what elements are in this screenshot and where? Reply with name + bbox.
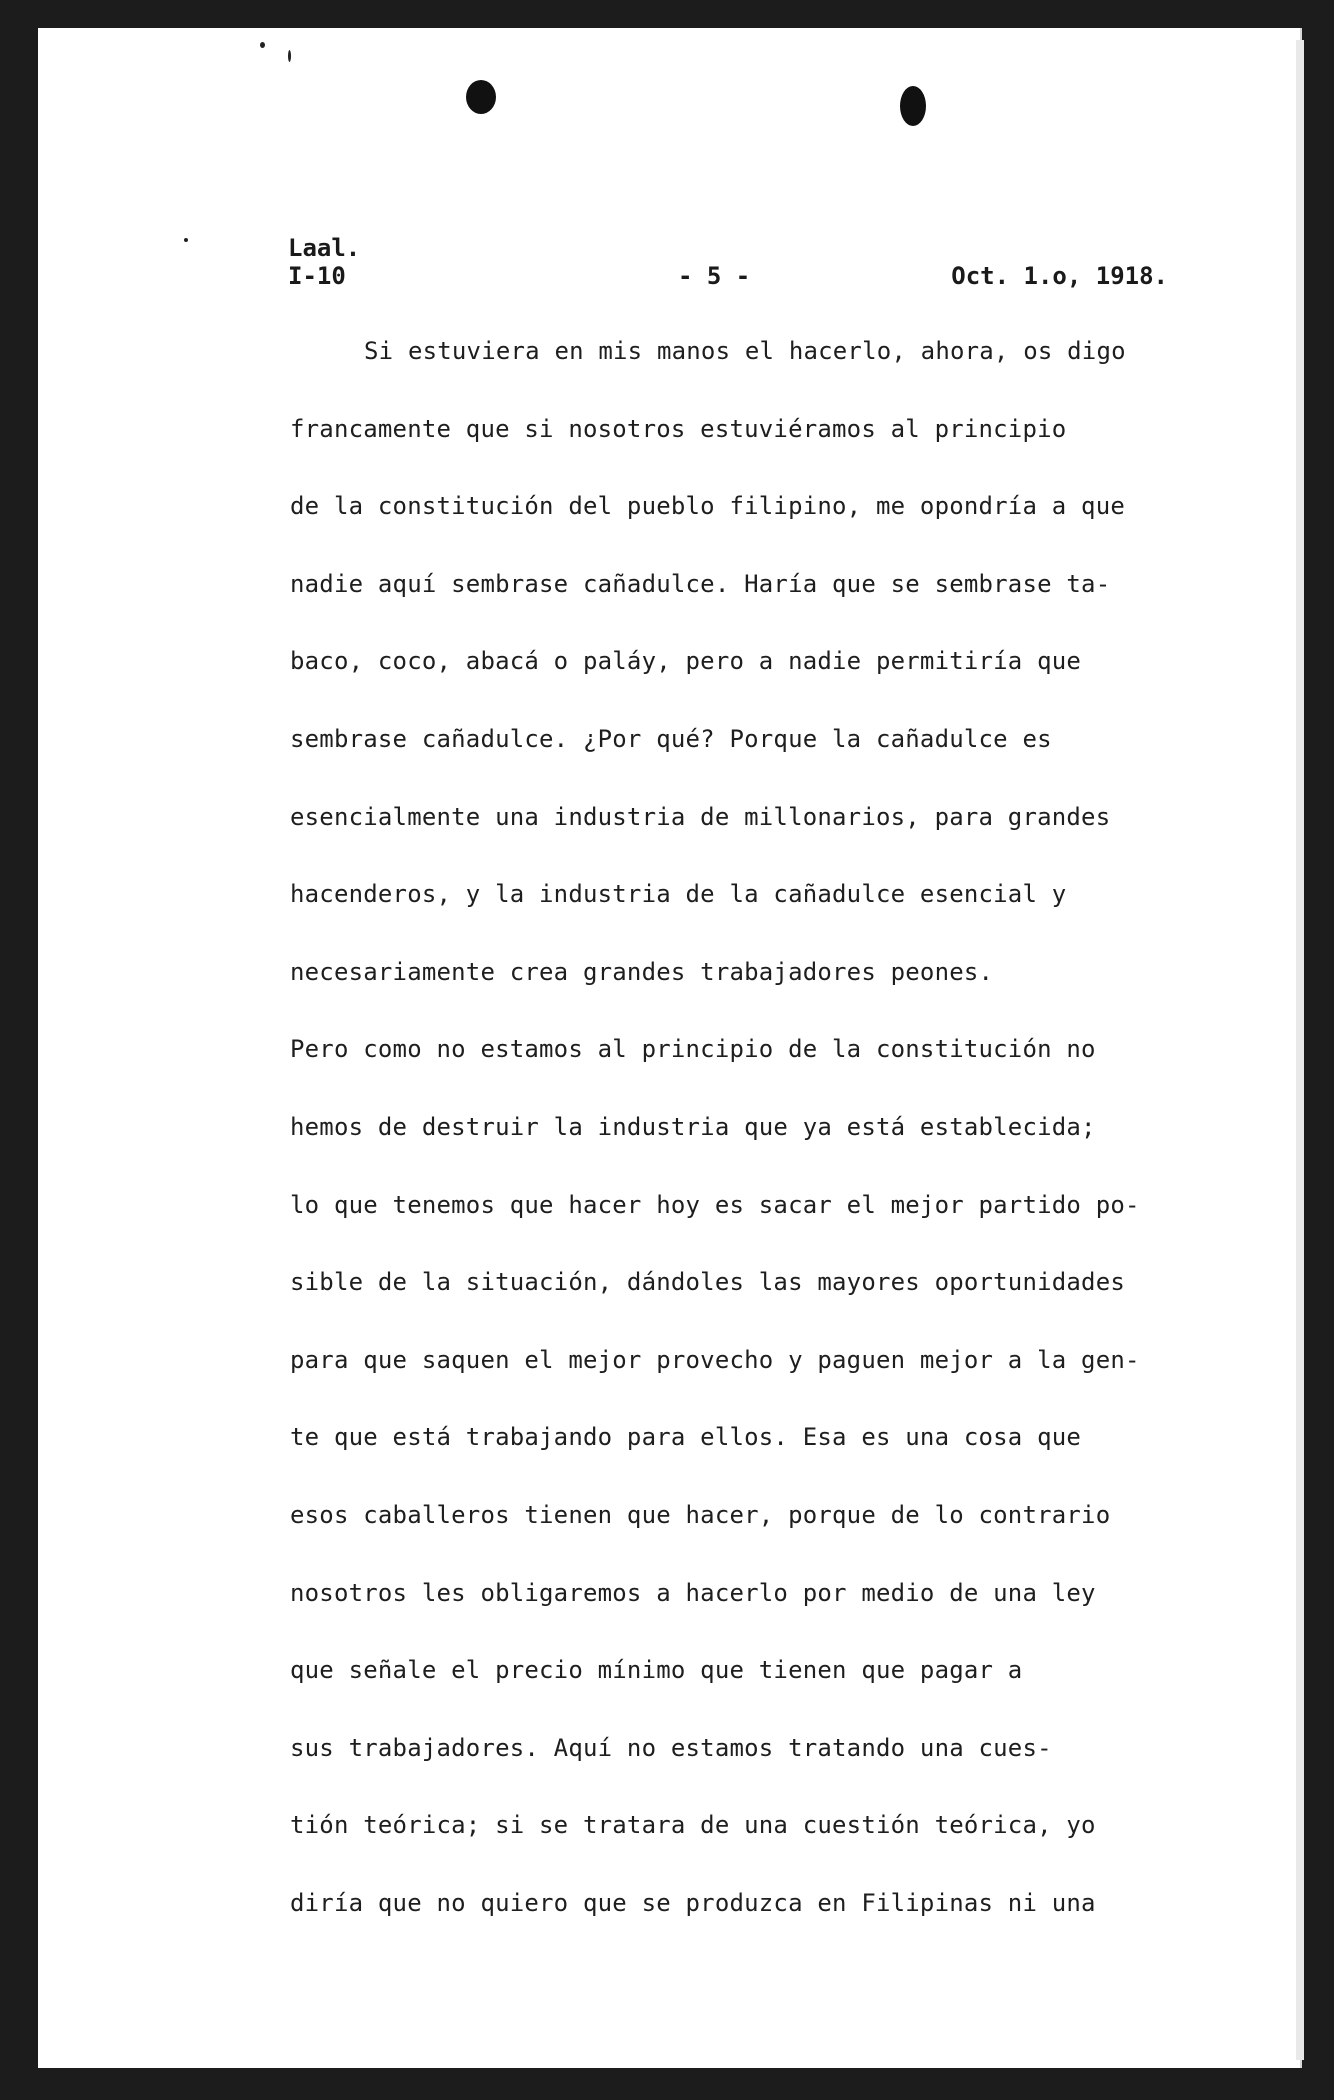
text-line: esos caballeros tienen que hacer, porque de lo contrario bbox=[290, 1500, 1111, 1529]
ink-speck bbox=[288, 50, 291, 62]
body-text bbox=[290, 336, 1190, 1965]
text-line: francamente que si nosotros estuviéramos al principio bbox=[290, 414, 1067, 443]
page-number: - 5 - bbox=[678, 262, 751, 290]
text-line: Pero como no estamos al principio de la constitución no bbox=[290, 1035, 1096, 1064]
text-line: de la constitución del pueblo filipino, me opondría a que bbox=[290, 492, 1126, 521]
text-line: diría que no quiero que se produzca en Filipinas ni una bbox=[290, 1888, 1096, 1917]
text-line: lo que tenemos que hacer hoy es sacar el mejor partido po- bbox=[290, 1190, 1140, 1219]
text-line: sible de la situación, dándoles las mayores oportunidades bbox=[290, 1268, 1126, 1297]
page-edge bbox=[1296, 40, 1304, 2060]
ink-speck bbox=[184, 238, 188, 242]
text-line: nosotros les obligaremos a hacerlo por medio de una ley bbox=[290, 1578, 1096, 1607]
text-line: para que saquen el mejor provecho y paguen mejor a la gen- bbox=[290, 1345, 1140, 1374]
text-line: Si estuviera en mis manos el hacerlo, ahora, os digo bbox=[364, 337, 1126, 365]
ink-speck bbox=[260, 42, 265, 48]
text-line: baco, coco, abacá o paláy, pero a nadie permitiría que bbox=[290, 647, 1082, 676]
text-line: que señale el precio mínimo que tienen que pagar a bbox=[290, 1656, 1023, 1685]
text-line: esencialmente una industria de millonarios, para grandes bbox=[290, 802, 1111, 831]
text-line: tión teórica; si se tratara de una cuestión teórica, yo bbox=[290, 1811, 1096, 1840]
text-line: necesariamente crea grandes trabajadores peones. bbox=[290, 957, 994, 986]
reference-line-2: I-10 bbox=[288, 262, 346, 290]
text-line: te que está trabajando para ellos. Esa es una cosa que bbox=[290, 1423, 1082, 1452]
reference-line-1: Laal. bbox=[288, 234, 361, 262]
text-line: sus trabajadores. Aquí no estamos tratando una cues- bbox=[290, 1733, 1052, 1762]
punch-hole bbox=[900, 86, 926, 126]
punch-hole bbox=[466, 80, 496, 114]
text-line: hacenderos, y la industria de la cañadulce esencial y bbox=[290, 880, 1067, 909]
text-line: sembrase cañadulce. ¿Por qué? Porque la cañadulce es bbox=[290, 724, 1052, 753]
reference-block bbox=[288, 234, 360, 290]
text-line: hemos de destruir la industria que ya está establecida; bbox=[290, 1112, 1096, 1141]
text-line: nadie aquí sembrase cañadulce. Haría que se sembrase ta- bbox=[290, 569, 1111, 598]
document-date: Oct. 1.o, 1918. bbox=[951, 262, 1168, 290]
